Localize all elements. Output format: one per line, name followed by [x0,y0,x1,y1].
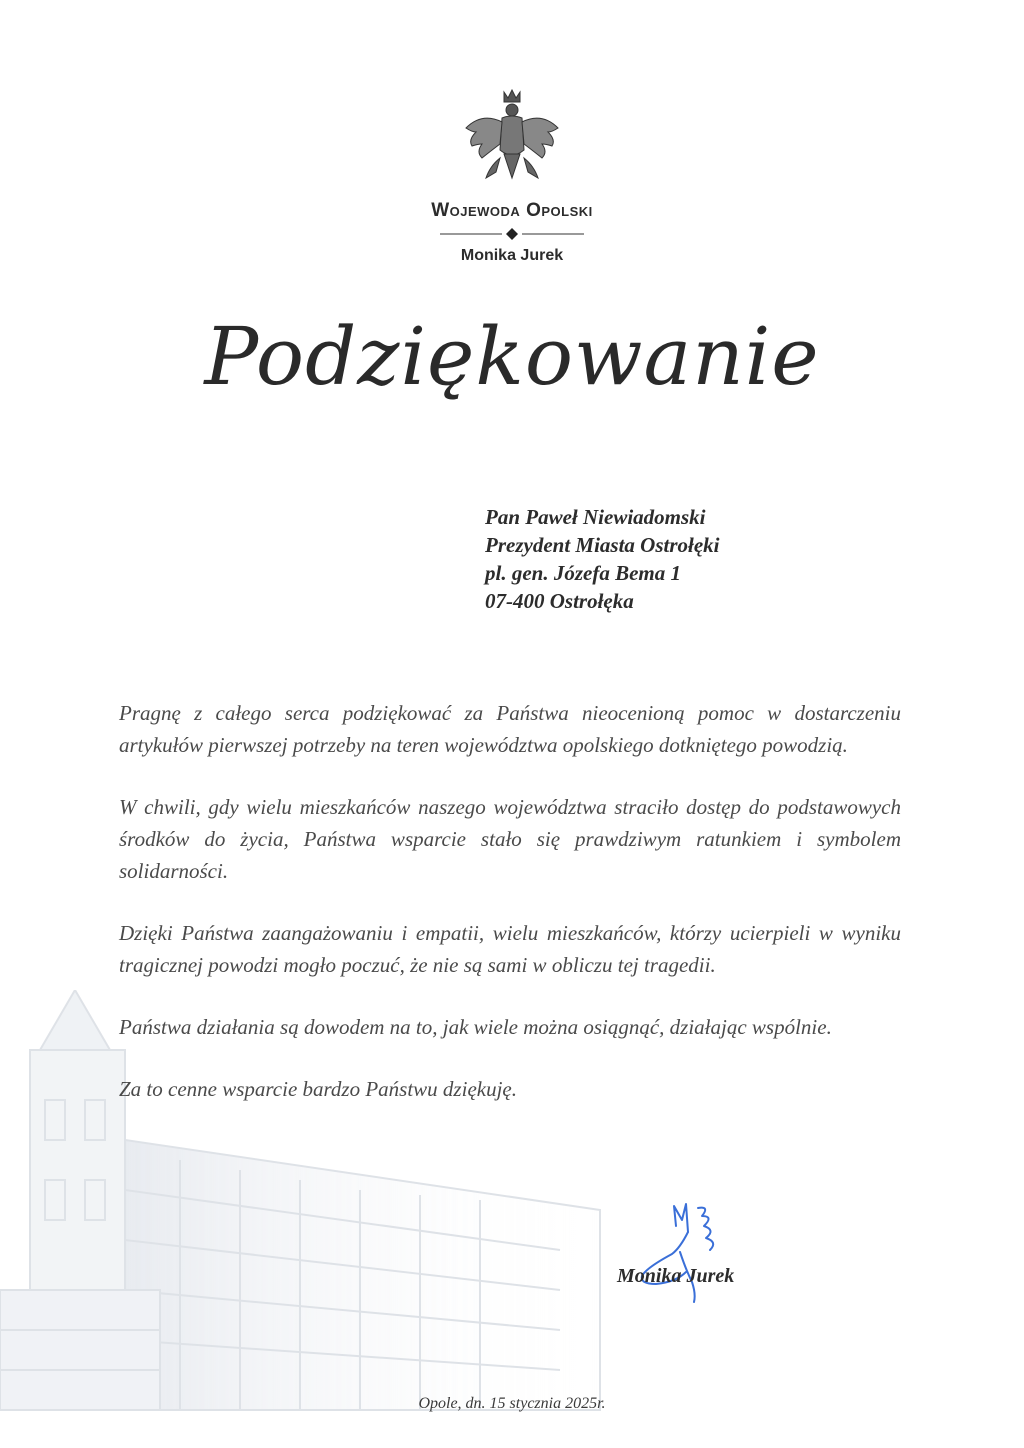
recipient-line: pl. gen. Józefa Bema 1 [485,561,681,585]
letter-body [119,697,901,1135]
handwritten-signature [636,1198,726,1308]
body-paragraph: Państwa działania są dowodem na to, jak wiele można osiągnąć, działając wspólnie. [119,1015,832,1039]
eagle-emblem-icon [462,88,562,194]
recipient-line: Pan Paweł Niewiadomski [485,505,706,529]
recipient-line: 07-400 Ostrołęka [485,589,634,613]
recipient-address [485,503,720,615]
office-holder-name: Monika Jurek [460,247,564,264]
signer-name: Monika Jurek [617,1265,735,1287]
body-paragraph: Pragnę z całego serca podziękować za Państwa nieocenioną pomoc w dostarczeniu artykułów pierwszej potrzeby na teren województwa opolskiego dotkniętego powodzią. [119,701,901,757]
body-paragraph: Dzięki Państwa zaangażowaniu i empatii, wielu mieszkańców, którzy ucierpieli w wyniku tragicznej powodzi mogło poczuć, że nie są sami w obliczu tej tragedii. [119,921,901,977]
header-divider [440,228,584,240]
body-paragraph: Za to cenne wsparcie bardzo Państwu dziękuję. [119,1077,517,1101]
document-title: Podziękowanie [204,310,820,403]
office-title: Wojewoda Opolski [431,200,593,221]
body-paragraph: W chwili, gdy wielu mieszkańców naszego województwa straciło dostęp do podstawowych środków do życia, Państwa wsparcie stało się prawdziwym ratunkiem i symbolem solidarności. [119,795,901,883]
place-date: Opole, dn. 15 stycznia 2025r. [418,1395,606,1412]
recipient-line: Prezydent Miasta Ostrołęki [485,533,720,557]
